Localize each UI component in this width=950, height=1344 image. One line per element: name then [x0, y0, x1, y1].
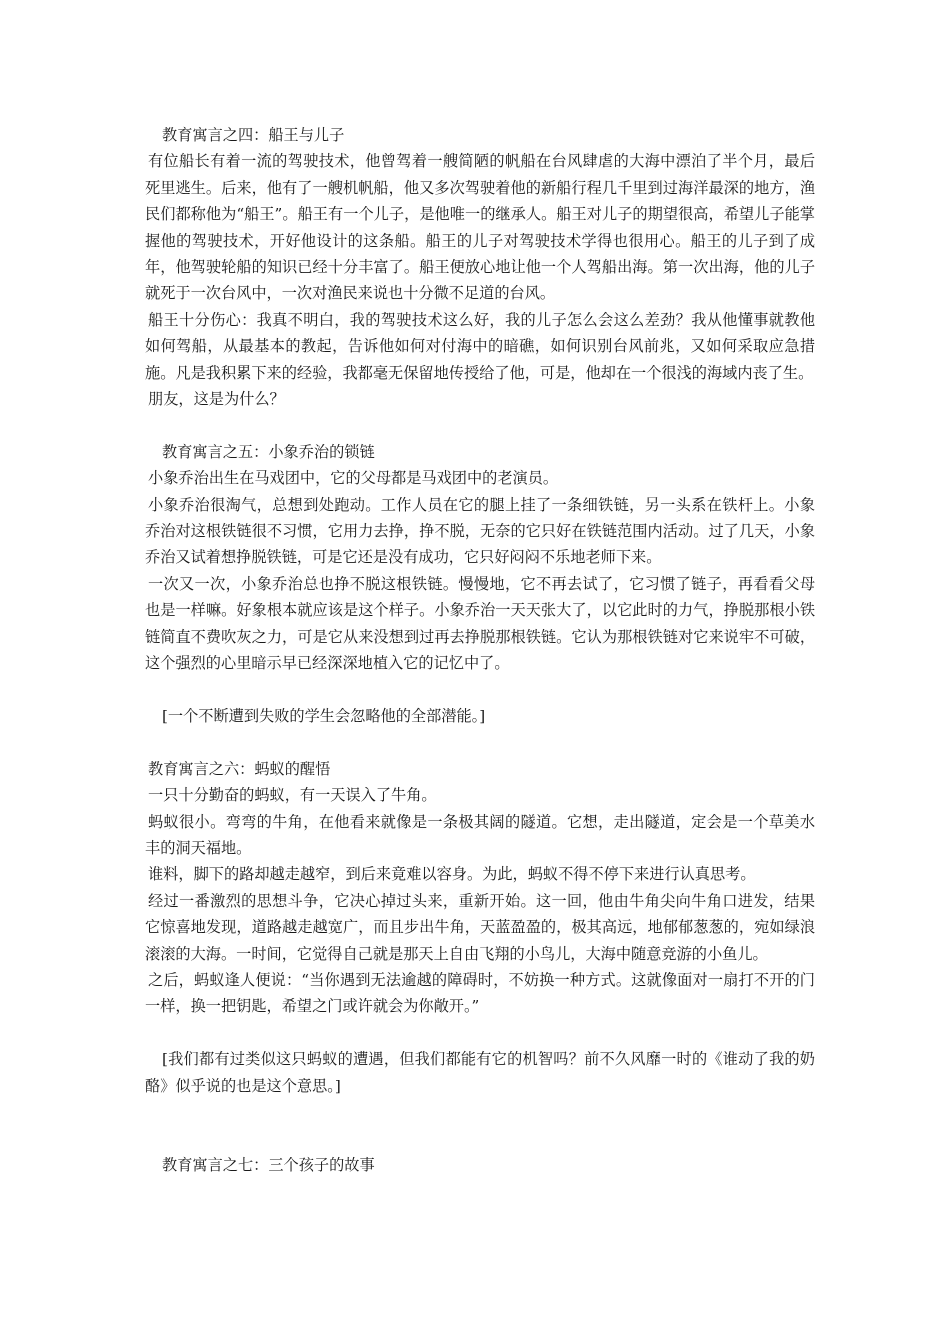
spacer — [145, 412, 815, 438]
section-title-7: 教育寓言之七：三个孩子的故事 — [162, 1155, 375, 1174]
paragraph: 一只十分勤奋的蚂蚁，有一天误入了牛角。 — [148, 786, 437, 805]
moral-note-6: [我们都有过类似这只蚂蚁的遭遇，但我们都能有它的机智吗？前不久风靡一时的《谁动了我的奶酪》似乎说的也是这个意思。] — [145, 1050, 815, 1095]
paragraph: 有位船长有着一流的驾驶技术，他曾驾着一艘简陋的帆船在台风肆虐的大海中漂泊了半个月，最后死里逃生。后来，他有了一艘机帆船，他又多次驾驶着他的新船行程几千里到过海洋最深的地方，渔民们都称他为“船王”。船王有一个儿子，是他唯一的继承人。船王对儿子的期望很高，希望儿子能掌握他的驾驶技术，开好他设计的这条船。船王的儿子对驾驶技术学得也很用心。船王的儿子到了成年，他驾驶轮船的知识已经十分丰富了。船王便放心地让他一个人驾船出海。第一次出海，他的儿子就死于一次台风中，一次对渔民来说也十分微不足道的台风。 — [145, 152, 815, 303]
document-body — [145, 122, 815, 1178]
paragraph: 之后，蚂蚁逢人便说：“当你遇到无法逾越的障碍时，不妨换一种方式。这就像面对一扇打不开的门一样，换一把钥匙，希望之门或许就会为你敞开。” — [145, 970, 815, 1016]
moral-note-5: [一个不断遭到失败的学生会忽略他的全部潜能。] — [162, 706, 486, 725]
paragraph: 小象乔治很淘气，总想到处跑动。工作人员在它的腿上挂了一条细铁链，另一头系在铁杆上。小象乔治对这根铁链很不习惯，它用力去挣，挣不脱，无奈的它只好在铁链范围内活动。过了几天，小象乔治又试着想挣脱铁链，可是它还是没有成功，它只好闷闷不乐地老师下来。 — [145, 495, 815, 567]
spacer — [145, 1020, 815, 1046]
paragraph: 小象乔治出生在马戏团中，它的父母都是马戏团中的老演员。 — [148, 469, 559, 488]
paragraph: 一次又一次，小象乔治总也挣不脱这根铁链。慢慢地，它不再去试了，它习惯了链子，再看看父母也是一样嘛。好象根本就应该是这个样子。小象乔治一天天张大了，以它此时的力气，挣脱那根小铁链简直不费吹灰之力，可是它从来没想到过再去挣脱那根铁链。它认为那根铁链对它来说牢不可破，这个强烈的心里暗示早已经深深地植入它的记忆中了。 — [145, 574, 815, 673]
spacer — [145, 1099, 815, 1152]
paragraph: 朋友，这是为什么？ — [148, 390, 285, 409]
paragraph: 谁料，脚下的路却越走越窄，到后来竟难以容身。为此，蚂蚁不得不停下来进行认真思考。 — [148, 865, 756, 884]
section-title-5: 教育寓言之五：小象乔治的锁链 — [162, 442, 375, 461]
spacer — [145, 677, 815, 703]
paragraph: 经过一番激烈的思想斗争，它决心掉过头来，重新开始。这一回，他由牛角尖向牛角口进发，结果它惊喜地发现，道路越走越宽广，而且步出牛角，天蓝盈盈的，极其高远，地郁郁葱葱的，宛如绿浪滚滚的大海。一时间，它觉得自己就是那天上自由飞翔的小鸟儿，大海中随意竞游的小鱼儿。 — [145, 891, 815, 963]
section-title-4: 教育寓言之四：船王与儿子 — [162, 126, 345, 144]
section-title-6: 教育寓言之六：蚂蚁的醒悟 — [148, 759, 331, 778]
spacer — [145, 729, 815, 755]
paragraph: 蚂蚁很小。弯弯的牛角，在他看来就像是一条极其阔的隧道。它想，走出隧道，定会是一个草美水丰的洞天福地。 — [145, 812, 815, 857]
paragraph: 船王十分伤心：我真不明白，我的驾驶技术这么好，我的儿子怎么会这么差劲？我从他懂事就教他如何驾船，从最基本的教起，告诉他如何对付海中的暗礁，如何识别台风前兆，又如何采取应急措施。凡是我积累下来的经验，我都毫无保留地传授给了他，可是，他却在一个很浅的海域内丧了生。 — [145, 310, 815, 382]
